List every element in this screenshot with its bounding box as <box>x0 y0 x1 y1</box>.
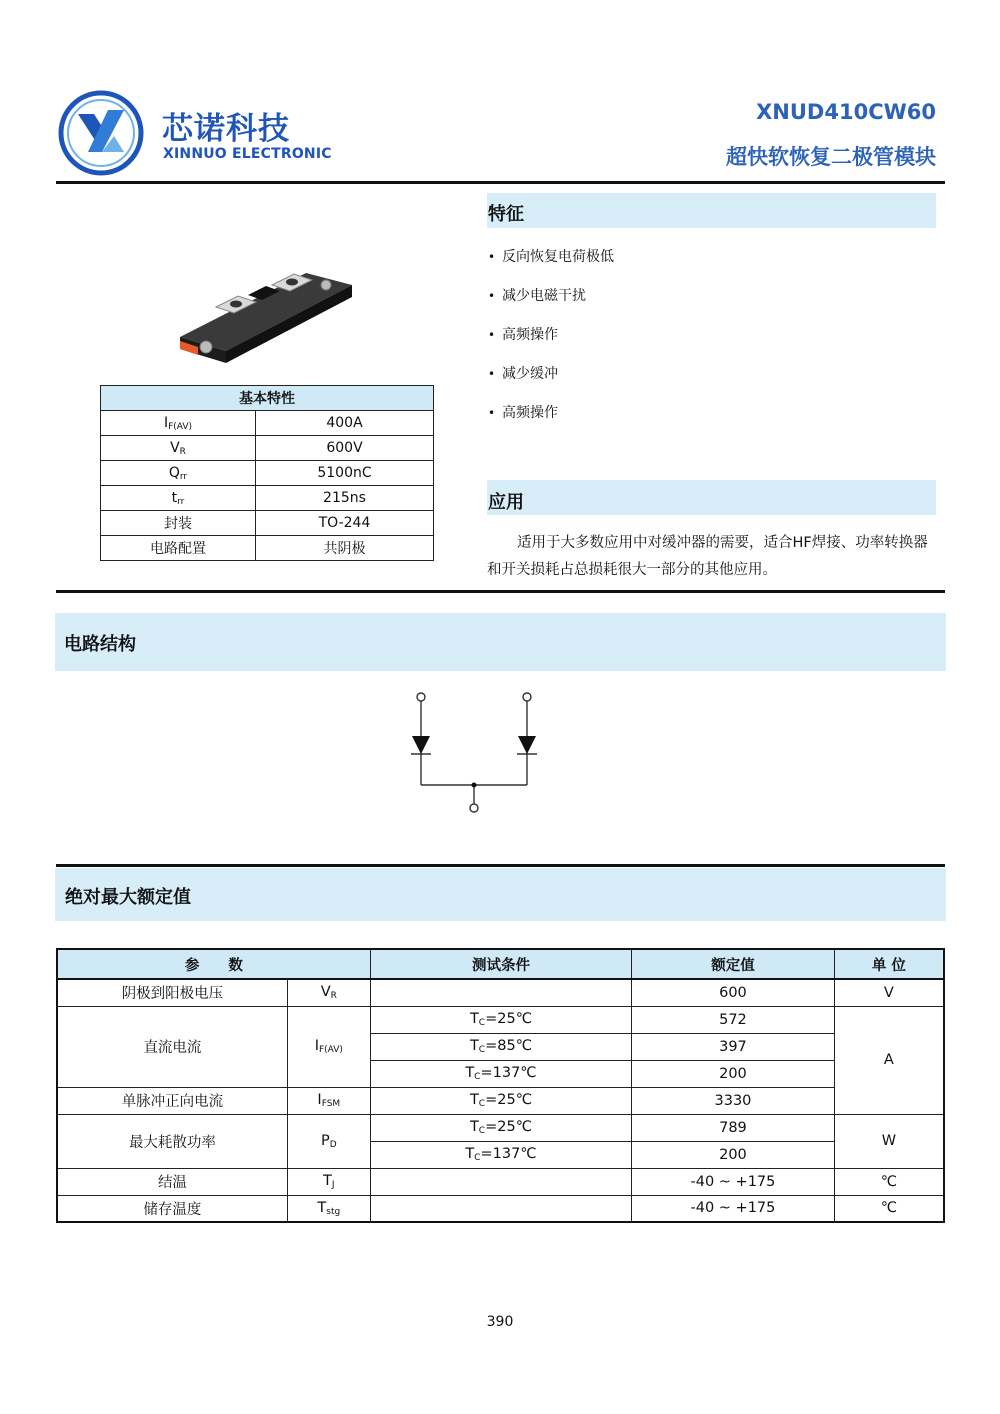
circuit-band <box>55 613 946 671</box>
circuit-diagram <box>400 688 550 816</box>
circuit-title: 电路结构 <box>64 634 136 655</box>
rated-value: 200 <box>632 1141 835 1168</box>
param-symbol: $T_J$ <box>287 1168 370 1195</box>
anode-terminal-1 <box>417 693 425 701</box>
param-name: 结温 <box>57 1168 287 1195</box>
company-name-cn: 芯诺科技 <box>162 111 290 147</box>
param-symbol: $V_R$ <box>287 979 370 1006</box>
param-value: 共阴极 <box>256 536 434 561</box>
list-item: • 高频操作 <box>488 326 614 365</box>
test-condition: $T_C=85℃$ <box>370 1033 631 1060</box>
rated-value: 789 <box>632 1114 835 1141</box>
table-row <box>101 436 434 461</box>
table-row <box>57 1006 944 1033</box>
param-subscript: rr <box>177 496 185 507</box>
unit: ℃ <box>834 1195 944 1222</box>
rated-value: 600 <box>632 979 835 1006</box>
section-divider <box>56 590 945 593</box>
test-condition: $T_C=25℃$ <box>370 1087 631 1114</box>
xinnuo-logo-icon <box>58 90 144 176</box>
table-row <box>57 979 944 1006</box>
param-name: 储存温度 <box>57 1195 287 1222</box>
unit: A <box>834 1006 944 1114</box>
unit: ℃ <box>834 1168 944 1195</box>
param-subscript: R <box>179 446 186 457</box>
features-list <box>488 248 614 443</box>
rated-value: 200 <box>632 1060 835 1087</box>
rated-value: 572 <box>632 1006 835 1033</box>
list-item: • 反向恢复电荷极低 <box>488 248 614 287</box>
test-condition: $T_C=137℃$ <box>370 1141 631 1168</box>
column-header-rated: 额定值 <box>632 949 835 979</box>
param-value: 600V <box>256 436 434 461</box>
param-name: 单脉冲正向电流 <box>57 1087 287 1114</box>
rated-value: -40 ~ +175 <box>632 1168 835 1195</box>
header-divider <box>56 181 945 184</box>
param-name: 阴极到阳极电压 <box>57 979 287 1006</box>
param-label: 电路配置 <box>101 536 256 561</box>
diode-symbol-1 <box>412 736 430 754</box>
column-header-condition: 测试条件 <box>370 949 631 979</box>
param-subscript: rr <box>179 471 188 482</box>
table-row <box>57 1087 944 1114</box>
test-condition: $T_C=25℃$ <box>370 1006 631 1033</box>
company-name-en: XINNUO ELECTRONIC <box>163 146 332 162</box>
param-subscript: F(AV) <box>168 421 193 432</box>
param-symbol: $P_D$ <box>287 1114 370 1168</box>
application-text: 适用于大多数应用中对缓冲器的需要，适合HF焊接、功率转换器和开关损耗占总损耗很大一部分的其他应用。 <box>487 535 928 578</box>
test-condition <box>370 1195 631 1222</box>
basic-characteristics-table <box>100 385 434 561</box>
param-value: 400A <box>256 411 434 436</box>
param-symbol: V <box>170 439 180 456</box>
list-item: • 减少电磁干扰 <box>488 287 614 326</box>
cathode-terminal <box>470 804 478 812</box>
list-item: • 高频操作 <box>488 404 614 443</box>
application-title: 应用 <box>488 492 524 513</box>
test-condition: $T_C=137℃$ <box>370 1060 631 1087</box>
test-condition <box>370 1168 631 1195</box>
section-divider <box>56 864 945 867</box>
unit: W <box>834 1114 944 1168</box>
table-row <box>101 511 434 536</box>
rated-value: -40 ~ +175 <box>632 1195 835 1222</box>
param-label: 封装 <box>101 511 256 536</box>
table-row <box>101 486 434 511</box>
param-symbol: $I_{FSM}$ <box>287 1087 370 1114</box>
features-title: 特征 <box>488 204 524 225</box>
table-row <box>101 536 434 561</box>
rated-value: 397 <box>632 1033 835 1060</box>
product-title: 超快软恢复二极管模块 <box>726 145 936 169</box>
param-symbol: t <box>171 489 178 506</box>
param-name: 直流电流 <box>57 1006 287 1087</box>
basic-table-title: 基本特性 <box>101 386 434 411</box>
param-symbol: Q <box>168 464 180 481</box>
list-item: • 减少缓冲 <box>488 365 614 404</box>
table-row <box>57 1195 944 1222</box>
param-value: 5100nC <box>256 461 434 486</box>
ratings-table <box>56 948 945 1223</box>
ratings-title: 绝对最大额定值 <box>65 887 191 908</box>
param-value: 215ns <box>256 486 434 511</box>
column-header-param: 参 数 <box>57 949 370 979</box>
table-row <box>101 461 434 486</box>
test-condition <box>370 979 631 1006</box>
diode-symbol-2 <box>518 736 536 754</box>
features-band <box>487 193 936 228</box>
page-number: 390 <box>486 1314 514 1330</box>
table-row <box>101 411 434 436</box>
test-condition: $T_C=25℃$ <box>370 1114 631 1141</box>
column-header-unit: 单 位 <box>834 949 944 979</box>
table-row <box>57 1114 944 1141</box>
param-symbol: I <box>163 414 169 431</box>
table-row <box>57 1168 944 1195</box>
param-symbol: $I_{F(AV)}$ <box>287 1006 370 1087</box>
param-value: TO-244 <box>256 511 434 536</box>
application-band <box>487 480 936 515</box>
unit: V <box>834 979 944 1006</box>
rated-value: 3330 <box>632 1087 835 1114</box>
param-symbol: $T_{stg}$ <box>287 1195 370 1222</box>
module-product-image <box>176 255 356 365</box>
anode-terminal-2 <box>523 693 531 701</box>
part-number: XNUD410CW60 <box>756 100 936 124</box>
param-name: 最大耗散功率 <box>57 1114 287 1168</box>
